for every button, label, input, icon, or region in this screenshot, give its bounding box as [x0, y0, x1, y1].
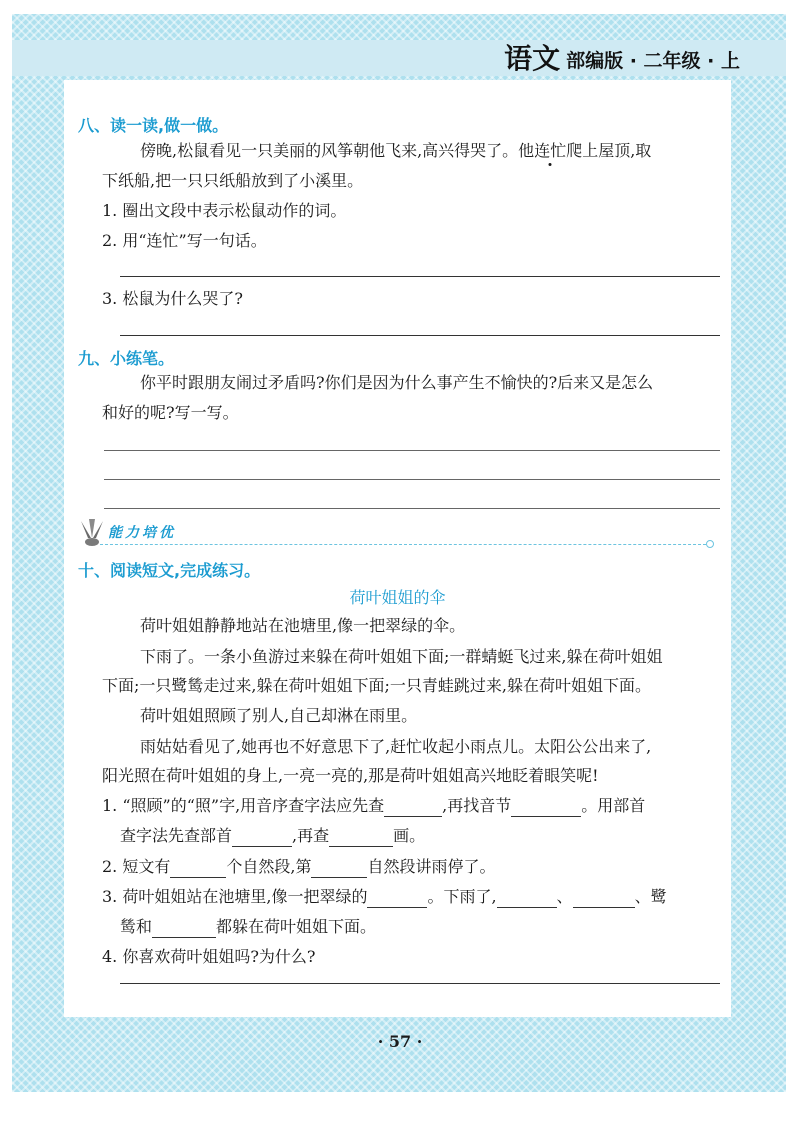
section8-para-line2: 下纸船,把一只只纸船放到了小溪里。 — [102, 171, 364, 190]
header-title-sub: 部编版 · 二年级 · 上 — [566, 50, 740, 72]
section10-question-4: 4. 你喜欢荷叶姐姐吗?为什么? — [102, 947, 316, 966]
story-p2-line2: 下面;一只鹭鸶走过来,躲在荷叶姐姐下面;一只青蛙跳过来,躲在荷叶姐姐下面。 — [102, 676, 651, 695]
fill-blank[interactable] — [152, 919, 216, 938]
fill-blank[interactable] — [511, 798, 581, 817]
fill-blank[interactable] — [329, 828, 393, 847]
section10-question-1-line1 — [102, 795, 645, 817]
story-p4-line2: 阳光照在荷叶姐姐的身上,一亮一亮的,那是荷叶姐姐高兴地眨着眼笑呢! — [102, 766, 599, 785]
ability-divider — [78, 516, 718, 552]
section10-question-3-line2 — [120, 916, 376, 938]
story-p2-line1: 下雨了。一条小鱼游过来躲在荷叶姐姐下面;一群蜻蜓飞过来,躲在荷叶姐姐 — [140, 647, 663, 666]
section10-question-2 — [102, 856, 495, 878]
fill-blank[interactable] — [311, 859, 367, 878]
answer-line[interactable] — [120, 983, 720, 984]
section10-question-3-line1 — [102, 886, 667, 908]
q2-text-c: 自然段讲雨停了。 — [367, 857, 496, 876]
answer-line[interactable] — [120, 335, 720, 336]
q2-text-b: 个自然段,第 — [226, 857, 312, 876]
q2-text-a: 2. 短文有 — [102, 857, 171, 876]
answer-line[interactable] — [120, 276, 720, 277]
q1-text-e: ,再查 — [292, 826, 330, 845]
q1-text-a: 1. “照顾”的“照”字,用音序查字法应先查 — [102, 796, 385, 815]
section8-para-emphasis: 连忙 — [534, 141, 567, 160]
fill-blank[interactable] — [232, 828, 292, 847]
divider-end-dot — [706, 540, 714, 548]
section9-para-line2: 和好的呢?写一写。 — [102, 403, 239, 422]
writing-line[interactable] — [104, 450, 720, 451]
q3-text-e: 鸶和 — [120, 917, 153, 936]
worksheet-page — [64, 80, 731, 1017]
section10-title: 十、阅读短文,完成练习。 — [78, 561, 261, 580]
q1-text-d: 查字法先查部首 — [120, 826, 233, 845]
section8-para-line1 — [140, 140, 651, 162]
section10-question-1-line2 — [120, 825, 425, 847]
section9-title: 九、小练笔。 — [78, 349, 175, 368]
header-title-main: 语文 — [504, 42, 561, 75]
section8-para-text-a: 傍晚,松鼠看见一只美丽的风筝朝他飞来,高兴得哭了。他 — [140, 141, 535, 160]
story-p3: 荷叶姐姐照顾了别人,自己却淋在雨里。 — [140, 706, 418, 725]
q3-text-a: 3. 荷叶姐姐站在池塘里,像一把翠绿的 — [102, 887, 368, 906]
fill-blank[interactable] — [170, 859, 226, 878]
header-title — [504, 40, 740, 76]
section8-para-text-b: 爬上屋顶,取 — [566, 141, 652, 160]
q1-text-c: 。用部首 — [581, 796, 646, 815]
story-p4-line1: 雨姑姑看见了,她再也不好意思下了,赶忙收起小雨点儿。太阳公公出来了, — [140, 737, 652, 756]
q1-text-f: 画。 — [393, 826, 426, 845]
q3-text-c: 、 — [556, 887, 573, 906]
page-number: · 57 · — [377, 1032, 423, 1051]
q3-text-b: 。下雨了, — [427, 887, 497, 906]
story-title: 荷叶姐姐的伞 — [349, 588, 446, 607]
section8-question-2: 2. 用“连忙”写一句话。 — [102, 231, 267, 250]
fill-blank[interactable] — [497, 889, 557, 908]
fill-blank[interactable] — [573, 889, 635, 908]
section8-title: 八、读一读,做一做。 — [78, 116, 229, 135]
dashed-divider — [100, 544, 706, 545]
ability-label: 能力培优 — [108, 525, 176, 541]
q3-text-d: 、鹭 — [634, 887, 667, 906]
story-p1: 荷叶姐姐静静地站在池塘里,像一把翠绿的伞。 — [140, 616, 466, 635]
q1-text-b: ,再找音节 — [442, 796, 512, 815]
section8-question-3: 3. 松鼠为什么哭了? — [102, 289, 243, 308]
writing-line[interactable] — [104, 479, 720, 480]
section9-para-line1: 你平时跟朋友闹过矛盾吗?你们是因为什么事产生不愉快的?后来又是怎么 — [140, 373, 654, 392]
fill-blank[interactable] — [367, 889, 427, 908]
fill-blank[interactable] — [384, 798, 442, 817]
q3-text-f: 都躲在荷叶姐姐下面。 — [216, 917, 377, 936]
section8-question-1: 1. 圈出文段中表示松鼠动作的词。 — [102, 201, 347, 220]
writing-line[interactable] — [104, 508, 720, 509]
